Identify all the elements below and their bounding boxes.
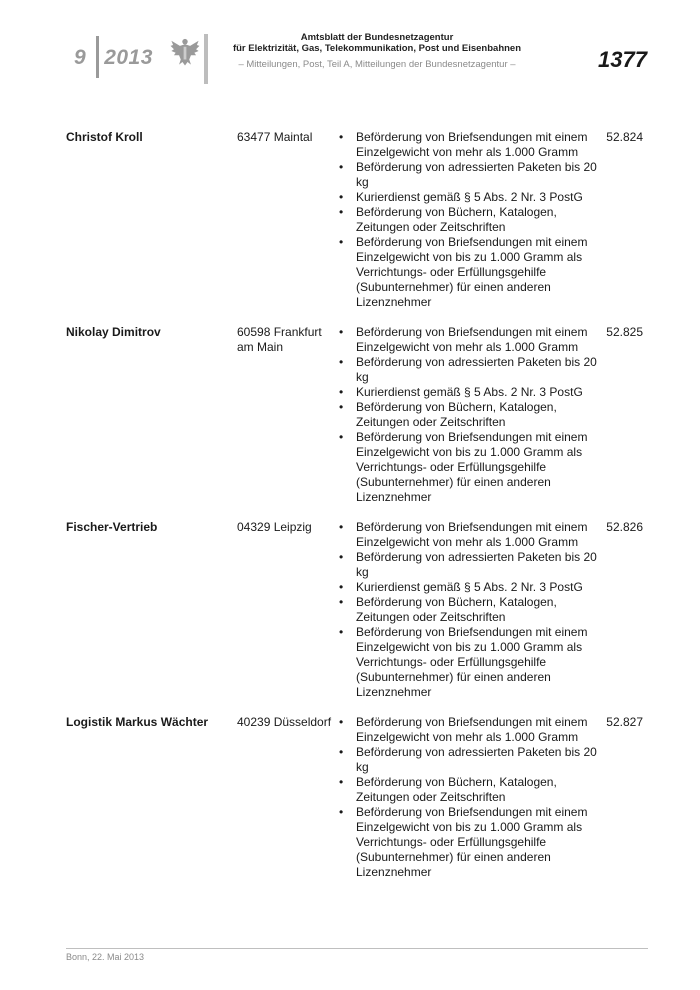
service-text: Beförderung von Büchern, Katalogen, Zeitungen oder Zeitschriften: [356, 775, 557, 804]
license-entries: [66, 130, 648, 895]
service-item: [337, 745, 602, 775]
licensee-name: Christof Kroll: [66, 130, 143, 144]
footer-divider: [66, 948, 648, 949]
bullet-icon: •: [339, 805, 344, 819]
service-text: Kurierdienst gemäß § 5 Abs. 2 Nr. 3 PostG: [356, 580, 583, 594]
page-number: 1377: [598, 47, 647, 72]
service-item: [337, 205, 602, 235]
licensee-location: 40239 Düsseldorf: [237, 715, 332, 729]
service-item: [337, 775, 602, 805]
service-text: Beförderung von adressierten Paketen bis 20 kg: [356, 550, 597, 579]
bullet-icon: •: [339, 385, 344, 399]
service-text: Kurierdienst gemäß § 5 Abs. 2 Nr. 3 PostG: [356, 385, 583, 399]
service-item: [337, 580, 602, 595]
service-item: [337, 355, 602, 385]
bullet-icon: •: [339, 205, 344, 219]
licensee-name: Logistik Markus Wächter: [66, 715, 209, 729]
registration-number: 52.827: [606, 715, 643, 729]
issue-divider: [96, 36, 99, 78]
licensee-location: 04329 Leipzig: [237, 520, 312, 534]
service-item: [337, 160, 602, 190]
service-item: [337, 805, 602, 880]
service-text: Beförderung von adressierten Paketen bis 20 kg: [356, 160, 597, 189]
bullet-icon: •: [339, 130, 344, 144]
service-text: Beförderung von adressierten Paketen bis 20 kg: [356, 745, 597, 774]
service-item: [337, 400, 602, 430]
bullet-icon: •: [339, 430, 344, 444]
service-text: Beförderung von Büchern, Katalogen, Zeitungen oder Zeitschriften: [356, 400, 557, 429]
service-text: Kurierdienst gemäß § 5 Abs. 2 Nr. 3 PostG: [356, 190, 583, 204]
service-item: [337, 520, 602, 550]
service-list: [337, 520, 602, 700]
bullet-icon: •: [339, 715, 344, 729]
bullet-icon: •: [339, 625, 344, 639]
service-list: [337, 130, 602, 310]
service-item: [337, 325, 602, 355]
service-item: [337, 625, 602, 700]
licensee-name: Fischer-Vertrieb: [66, 520, 158, 534]
service-text: Beförderung von Briefsendungen mit einem Einzelgewicht von bis zu 1.000 Gramm als Verrichtungs- oder Erfüllungsgehilfe (Subunternehmer) für einen anderen Lizenznehmer: [356, 430, 588, 504]
bullet-icon: •: [339, 160, 344, 174]
service-text: Beförderung von Briefsendungen mit einem Einzelgewicht von bis zu 1.000 Gramm als Verrichtungs- oder Erfüllungsgehilfe (Subunternehmer) für einen anderen Lizenznehmer: [356, 625, 588, 699]
service-item: [337, 430, 602, 505]
footer-date: Bonn, 22. Mai 2013: [66, 952, 145, 962]
service-item: [337, 235, 602, 310]
service-item: [337, 550, 602, 580]
service-item: [337, 385, 602, 400]
service-text: Beförderung von Briefsendungen mit einem Einzelgewicht von bis zu 1.000 Gramm als Verrichtungs- oder Erfüllungsgehilfe (Subunternehmer) für einen anderen Lizenznehmer: [356, 235, 588, 309]
licensee-location: 60598 Frankfurt am Main: [237, 325, 322, 354]
bullet-icon: •: [339, 400, 344, 414]
service-text: Beförderung von Briefsendungen mit einem Einzelgewicht von mehr als 1.000 Gramm: [356, 520, 588, 549]
license-entry: [66, 520, 648, 700]
bullet-icon: •: [339, 235, 344, 249]
federal-eagle-icon: [168, 34, 202, 68]
service-item: [337, 715, 602, 745]
bullet-icon: •: [339, 550, 344, 564]
service-text: Beförderung von Büchern, Katalogen, Zeitungen oder Zeitschriften: [356, 595, 557, 624]
bullet-icon: •: [339, 580, 344, 594]
licensee-location: 63477 Maintal: [237, 130, 313, 144]
bullet-icon: •: [339, 520, 344, 534]
service-text: Beförderung von Briefsendungen mit einem Einzelgewicht von bis zu 1.000 Gramm als Verrichtungs- oder Erfüllungsgehilfe (Subunternehmer) für einen anderen Lizenznehmer: [356, 805, 588, 879]
bullet-icon: •: [339, 775, 344, 789]
publication-title: [222, 32, 532, 54]
bullet-icon: •: [339, 325, 344, 339]
service-item: [337, 190, 602, 205]
issue-number: 9 2013: [74, 46, 153, 69]
bullet-icon: •: [339, 595, 344, 609]
license-entry: [66, 325, 648, 505]
bullet-icon: •: [339, 745, 344, 759]
service-item: [337, 130, 602, 160]
publication-title-line1: Amtsblatt der Bundesnetzagentur: [300, 32, 454, 43]
bullet-icon: •: [339, 355, 344, 369]
registration-number: 52.824: [606, 130, 643, 144]
service-text: Beförderung von adressierten Paketen bis 20 kg: [356, 355, 597, 384]
service-text: Beförderung von Briefsendungen mit einem Einzelgewicht von mehr als 1.000 Gramm: [356, 715, 588, 744]
service-list: [337, 325, 602, 505]
service-text: Beförderung von Büchern, Katalogen, Zeitungen oder Zeitschriften: [356, 205, 557, 234]
publication-title-line2: für Elektrizität, Gas, Telekommunikation, Post und Eisenbahnen: [232, 43, 522, 54]
page-header: [0, 0, 700, 100]
license-entry: [66, 715, 648, 880]
registration-number: 52.826: [606, 520, 643, 534]
registration-number: 52.825: [606, 325, 643, 339]
header-divider: [204, 34, 208, 84]
service-text: Beförderung von Briefsendungen mit einem Einzelgewicht von mehr als 1.000 Gramm: [356, 325, 588, 354]
bullet-icon: •: [339, 190, 344, 204]
service-item: [337, 595, 602, 625]
service-text: Beförderung von Briefsendungen mit einem Einzelgewicht von mehr als 1.000 Gramm: [356, 130, 588, 159]
license-entry: [66, 130, 648, 310]
licensee-name: Nikolay Dimitrov: [66, 325, 161, 339]
publication-subtitle: – Mitteilungen, Post, Teil A, Mitteilungen der Bundesnetzagentur –: [238, 59, 516, 70]
service-list: [337, 715, 602, 880]
